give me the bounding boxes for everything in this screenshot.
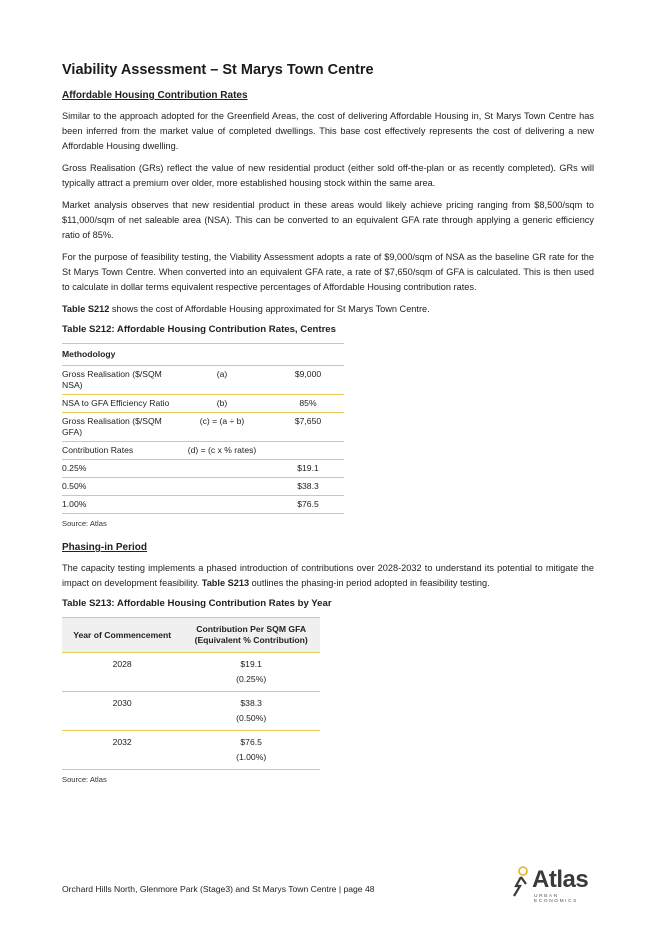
table-cell-contribution (182, 692, 320, 731)
table-cell-label: 0.50% (62, 478, 172, 496)
table-ref-text: shows the cost of Affordable Housing approximated for St Marys Town Centre. (109, 304, 430, 314)
phasing-text-1: The capacity testing implements a phased introduction of contributions over 2028-2032 to understand its potential to mitigate the impact on development feasibility. (62, 563, 594, 588)
phasing-table (62, 617, 320, 770)
table-row (62, 653, 320, 692)
contribution-amount: $76.5 (240, 737, 262, 747)
contribution-rates-table (62, 343, 344, 514)
table-cell-label: Gross Realisation ($/SQM NSA) (62, 366, 172, 395)
table-row (62, 366, 344, 395)
paragraph-table-ref (62, 302, 594, 317)
table-cell-year: 2028 (62, 653, 182, 692)
table-cell-value: $7,650 (272, 413, 344, 442)
table2-col-year: Year of Commencement (62, 618, 182, 653)
page-footer: Orchard Hills North, Glenmore Park (Stage3) and St Marys Town Centre | page 48 (62, 884, 375, 894)
table-cell-formula: (d) = (c x % rates) (172, 442, 272, 460)
table-cell-value (272, 442, 344, 460)
table-row (62, 478, 344, 496)
table-row (62, 460, 344, 478)
page-title: Viability Assessment – St Marys Town Centre (62, 62, 374, 78)
contribution-percent: (1.00%) (236, 752, 267, 762)
table-cell-formula: (b) (172, 395, 272, 413)
logo-tagline: URBAN ECONOMICS (534, 894, 578, 904)
phasing-table-ref: Table S213 (201, 578, 250, 588)
table-cell-label: Contribution Rates (62, 442, 172, 460)
table2-caption: Table S213: Affordable Housing Contribution Rates by Year (62, 598, 332, 609)
table-cell-value: $76.5 (272, 496, 344, 514)
paragraph-3: Market analysis observes that new residential product in these areas would likely achieve pricing ranging from $8,500/sqm to $11,000/sqm of net saleable area (NSA). This can be converted to an equivalent GFA rate through applying a generic efficiency ratio of 85%. (62, 200, 594, 240)
table-ref-bold: Table S212 (62, 304, 110, 314)
table-cell-formula (172, 460, 272, 478)
table1-source: Source: Atlas (62, 519, 107, 528)
paragraph-2: Gross Realisation (GRs) reflect the value of new residential product (either sold off-the-plan or as recently completed). GRs will typically attract a premium over older, more established housing stock within the same area. (62, 163, 594, 188)
table-row (62, 442, 344, 460)
table-cell-label: 1.00% (62, 496, 172, 514)
table-cell-value: 85% (272, 395, 344, 413)
table2-source: Source: Atlas (62, 775, 107, 784)
table-cell-value: $19.1 (272, 460, 344, 478)
table-row (62, 413, 344, 442)
contribution-percent: (0.50%) (236, 713, 267, 723)
table1-caption: Table S212: Affordable Housing Contribution Rates, Centres (62, 324, 336, 335)
table-cell-value: $9,000 (272, 366, 344, 395)
table2-col-contribution (182, 618, 320, 653)
table-row (62, 731, 320, 770)
table-cell-formula: (a) (172, 366, 272, 395)
document-page (62, 62, 594, 798)
table-cell-formula (172, 478, 272, 496)
col2-line2: (Equivalent % Contribution) (194, 635, 308, 645)
logo-wordmark: Atlas (532, 866, 589, 893)
table-cell-formula (172, 496, 272, 514)
contribution-amount: $19.1 (240, 659, 262, 669)
table-cell-label: 0.25% (62, 460, 172, 478)
contribution-percent: (0.25%) (236, 674, 267, 684)
section-heading-phasing: Phasing-in Period (62, 542, 148, 553)
paragraph-1: Similar to the approach adopted for the Greenfield Areas, the cost of delivering Affordable Housing in, St Marys Town Centre has been inferred from the market value of completed dwellings. This base cost effectively represents the cost of delivering a new Affordable Housing dwelling. (62, 111, 594, 151)
table-row (62, 496, 344, 514)
paragraph-phasing (62, 561, 594, 591)
table-cell-year: 2032 (62, 731, 182, 770)
phasing-text-2: outlines the phasing-in period adopted in feasibility testing. (249, 578, 490, 588)
table-row (62, 692, 320, 731)
table-cell-value: $38.3 (272, 478, 344, 496)
table-row (62, 395, 344, 413)
paragraph-4: For the purpose of feasibility testing, the Viability Assessment adopts a rate of $9,000/sqm of NSA as the baseline GR rate for the St Marys Town Centre. When converted into an equivalent GFA rate, a rate of $7,650/sqm of GFA is calculated. This is then used to calculate in dollar terms equivalent respective percentages of Affordable Housing contribution rates. (62, 252, 594, 292)
table-cell-contribution (182, 653, 320, 692)
table-cell-label: NSA to GFA Efficiency Ratio (62, 395, 172, 413)
section-heading-contribution-rates: Affordable Housing Contribution Rates (62, 90, 248, 101)
atlas-logo (510, 866, 600, 902)
table-cell-label: Gross Realisation ($/SQM GFA) (62, 413, 172, 442)
table1-header: Methodology (62, 344, 344, 366)
atlas-figure-icon (510, 866, 532, 898)
table-cell-formula: (c) = (a ÷ b) (172, 413, 272, 442)
col2-line1: Contribution Per SQM GFA (196, 624, 307, 634)
table-cell-year: 2030 (62, 692, 182, 731)
table-cell-contribution (182, 731, 320, 770)
contribution-amount: $38.3 (240, 698, 262, 708)
